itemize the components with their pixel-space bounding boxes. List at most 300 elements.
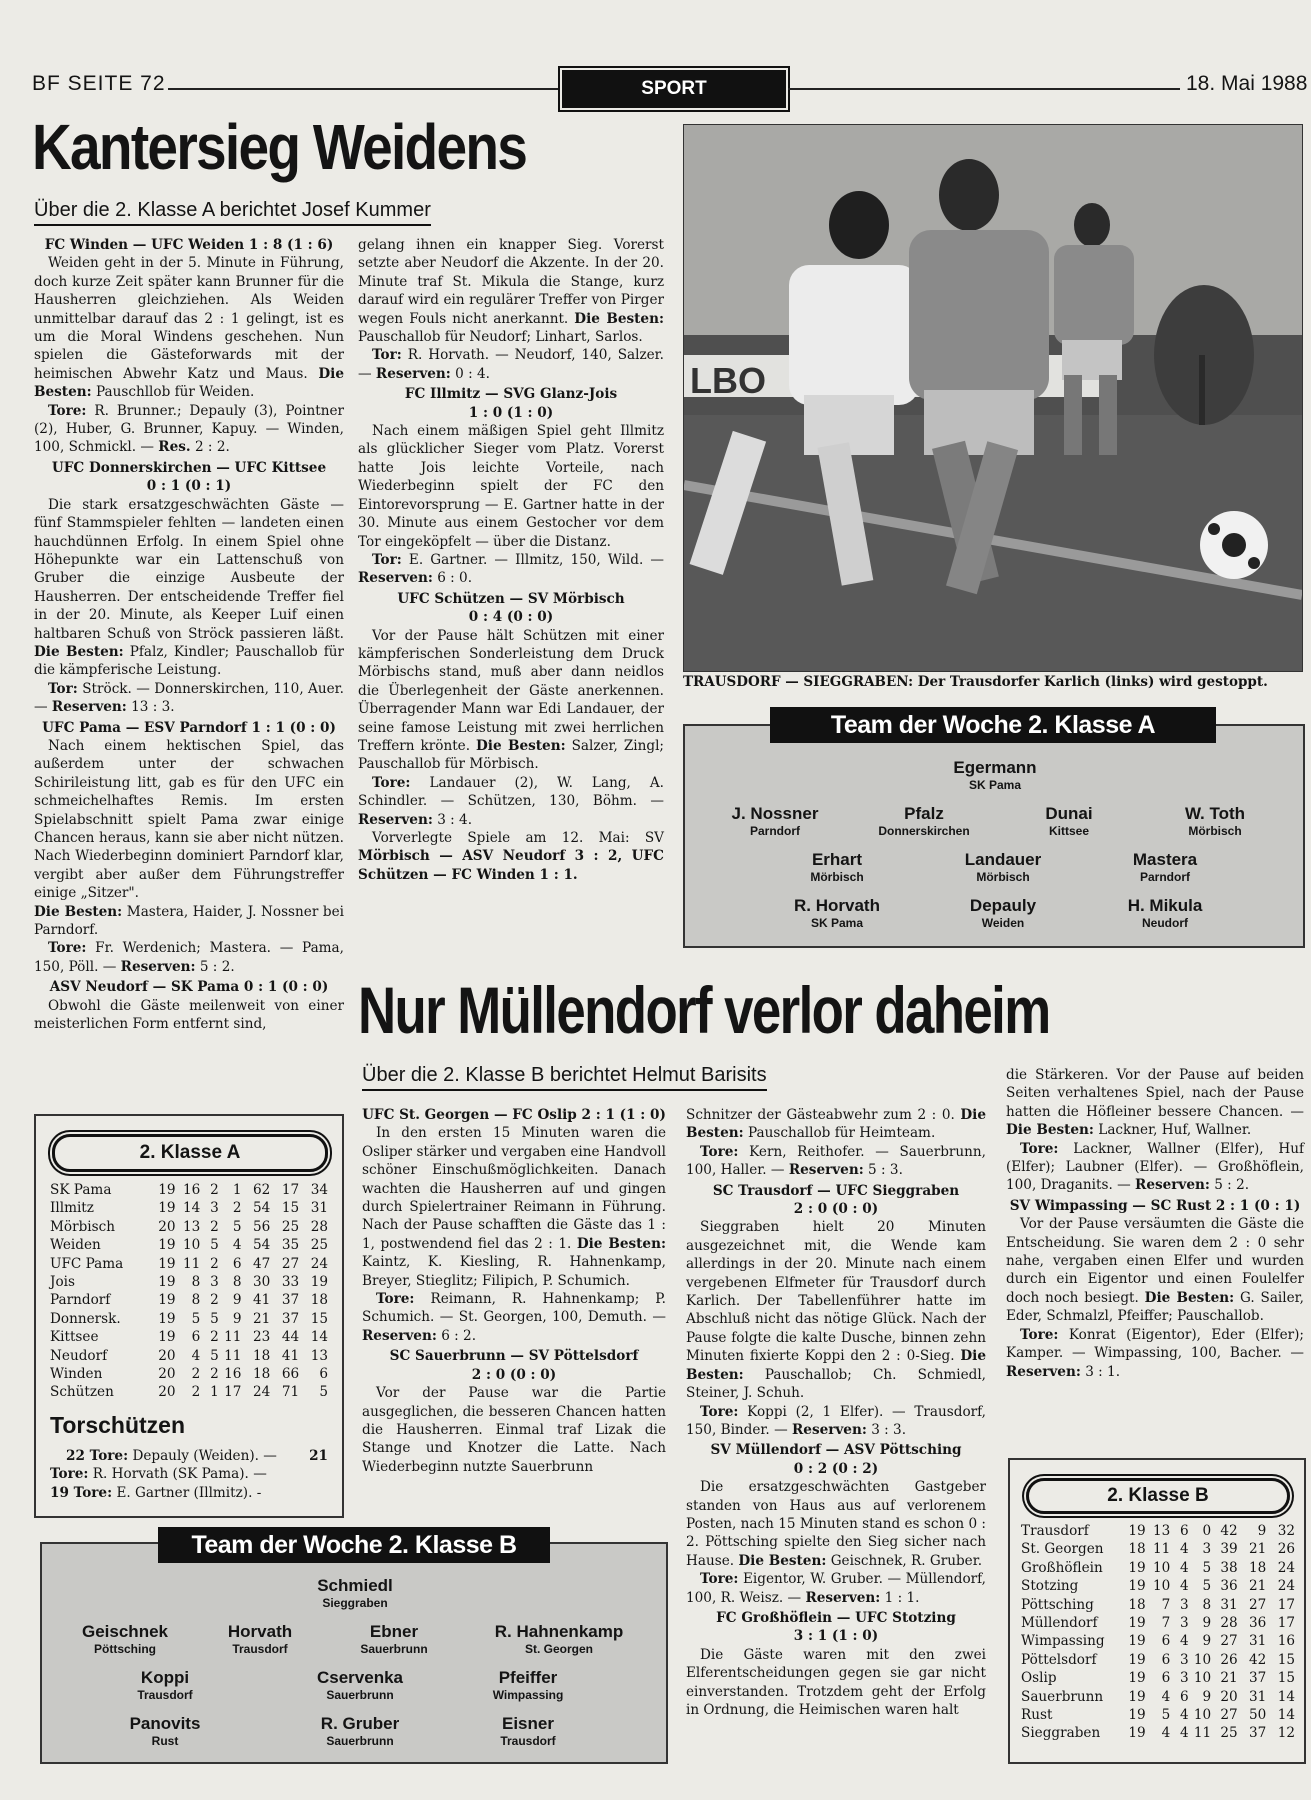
stat-cell: 9 — [1257, 1523, 1267, 1539]
stat-cell: 17 — [281, 1182, 300, 1198]
stat-cell: 19 — [158, 1274, 176, 1291]
match-heading: SC Sauerbrunn — SV Pöttelsdorf — [389, 1348, 639, 1365]
stat-cell: 20 — [1220, 1688, 1238, 1705]
stat-cell: 18 — [252, 1366, 271, 1383]
team-name-cell: Parndorf — [50, 1292, 111, 1309]
stat-cell: 6 — [319, 1366, 328, 1383]
stat-cell: 41 — [281, 1347, 300, 1364]
paragraph: Vorverlegte Spiele am 12. Mai: SV Mörbisch — ASV Neudorf 3 : 2, UFC Schützen — FC Winden 1 : 1. — [358, 830, 664, 883]
stat-cell: 4 — [232, 1237, 242, 1254]
stat-cell: 36 — [1249, 1615, 1267, 1632]
stat-cell: 14 — [1277, 1688, 1295, 1705]
stat-cell: 8 — [191, 1292, 201, 1309]
stat-cell: 5 — [319, 1384, 328, 1401]
table-row — [50, 1218, 328, 1236]
stat-cell: 11 — [1193, 1725, 1212, 1742]
paragraph: Tor: Ströck. — Donnerskirchen, 110, Auer. — Reserven: 13 : 3. — [34, 680, 344, 716]
team-b-player: Ebner Sauerbrunn — [360, 1622, 428, 1656]
photo-illustration — [684, 125, 1302, 671]
table-row — [50, 1199, 328, 1217]
stat-cell: 8 — [1202, 1596, 1212, 1613]
team-name-cell: Donnersk. — [50, 1310, 121, 1327]
stat-cell: 20 — [158, 1347, 176, 1364]
stat-cell: 24 — [252, 1384, 271, 1401]
paragraph: Vor der Pause war die Partie ausgeglichen, die besseren Chancen hatten die Hausherren. Einmal traf Lizak die Stange und Knotzer die Latte. Nach Wiederbeginn nutzte Sauerbrunn — [362, 1385, 666, 1475]
paragraph: Tore: Reimann, R. Hahnenkamp; P. Schumich. — St. Georgen, 100, Demuth. — Reserven: 6 : 2. — [362, 1291, 666, 1344]
standings-table-a — [50, 1181, 328, 1402]
scorer-line: 22 Tore: Depauly (Weiden). — 21 — [66, 1448, 328, 1464]
stat-cell: 66 — [281, 1366, 300, 1383]
stat-cell: 19 — [310, 1274, 328, 1291]
stat-cell: 15 — [281, 1200, 300, 1217]
team-a-title: Team der Woche 2. Klasse A — [770, 707, 1216, 743]
table-a-title: 2. Klasse A — [52, 1134, 328, 1172]
stat-cell: 17 — [224, 1384, 242, 1401]
paragraph: Tore: Landauer (2), W. Lang, A. Schindler. — Schützen, 130, Böhm. — Reserven: 3 : 4. — [358, 774, 664, 828]
match-heading: UFC Donnerskirchen — UFC Kittsee — [51, 459, 327, 476]
stat-cell: 17 — [1277, 1615, 1295, 1632]
table-row — [50, 1365, 328, 1383]
stat-cell: 37 — [281, 1310, 300, 1327]
paragraph: Vor der Pause hält Schützen mit einer kämpferischen Sonderleistung dem Druck Mörbischs stand, muß aber dann neidlos die Überlegenheit der Gäste anerkennen. Überragender Mann war Edi Landauer, der seine famose Leistung mit zwei herrlichen Treffern krönte. Die Besten: Salzer, Zingl; Pauschallob für Mörbisch. — [358, 627, 664, 773]
stat-cell: 2 — [210, 1182, 219, 1198]
article1-column-2 — [358, 236, 664, 884]
team-a-player: Erhart Mörbisch — [810, 850, 864, 884]
stat-cell: 50 — [1249, 1707, 1267, 1724]
stat-cell: 3 — [1179, 1651, 1189, 1668]
team-b-player: R. Gruber Sauerbrunn — [320, 1714, 400, 1748]
stat-cell: 20 — [158, 1384, 176, 1401]
stat-cell: 3 — [210, 1200, 219, 1217]
stat-cell: 23 — [252, 1329, 271, 1346]
stat-cell: 37 — [1249, 1670, 1267, 1687]
stat-cell: 26 — [1220, 1651, 1238, 1668]
stat-cell: 18 — [1128, 1541, 1146, 1558]
stat-cell: 2 — [191, 1384, 201, 1401]
stat-cell: 10 — [1193, 1651, 1212, 1668]
stat-cell: 35 — [281, 1237, 300, 1254]
stat-cell: 28 — [310, 1218, 328, 1235]
stat-cell: 19 — [158, 1200, 176, 1217]
stat-cell: 71 — [281, 1384, 300, 1401]
stat-cell: 17 — [1277, 1596, 1295, 1613]
paragraph: Sieggraben hielt 20 Minuten ausgezeichnet mit, die Wende kam allerdings in der 20. Minute nach einem vergebenen Elfmeter für Trausdorf durch Karlich. Der Tabellenführer hatte im Abschluß nicht das nötige Glück. Nach der Pause folgte die kalte Dusche, binnen zehn Minuten fixierte Koppi den 2 : 0-Sieg. Die Besten: Pauschallob; Ch. Schmiedl, Steiner, J. Schuh. — [686, 1219, 986, 1402]
stat-cell: 24 — [1277, 1578, 1295, 1595]
stat-cell: 4 — [1161, 1725, 1171, 1742]
team-name-cell: Großhöflein — [1021, 1559, 1103, 1576]
stat-cell: 9 — [232, 1292, 242, 1309]
stat-cell: 6 — [1161, 1651, 1171, 1668]
stat-cell: 6 — [1161, 1670, 1171, 1687]
stat-cell: 2 — [210, 1218, 219, 1235]
match-heading: SV Wimpassing — SC Rust 2 : 1 (0 : 1) — [1009, 1197, 1301, 1214]
stat-cell: 8 — [232, 1274, 242, 1291]
stat-cell: 4 — [191, 1347, 201, 1364]
stat-cell: 7 — [1161, 1615, 1171, 1632]
match-score: 3 : 1 (1 : 0) — [793, 1628, 879, 1645]
stat-cell: 13 — [310, 1347, 328, 1364]
paragraph: Tore: Konrat (Eigentor), Eder (Elfer); Kamper. — Wimpassing, 100, Bacher. — Reserven: 3 : 1. — [1006, 1326, 1304, 1380]
team-a-player: H. Mikula Neudorf — [1127, 896, 1203, 930]
stat-cell: 11 — [224, 1347, 242, 1364]
stat-cell: 6 — [1179, 1688, 1189, 1705]
team-name-cell: UFC Pama — [50, 1255, 124, 1272]
stat-cell: 11 — [182, 1255, 201, 1272]
team-name-cell: Neudorf — [50, 1347, 108, 1364]
stat-cell: 10 — [1152, 1559, 1171, 1576]
stat-cell: 37 — [1249, 1725, 1267, 1742]
stat-cell: 9 — [1202, 1615, 1212, 1632]
stat-cell: 20 — [158, 1218, 176, 1235]
table-row — [1021, 1724, 1295, 1742]
stat-cell: 42 — [1220, 1523, 1238, 1539]
table-row — [50, 1236, 328, 1254]
team-a-player: Egermann SK Pama — [953, 758, 1037, 792]
team-name-cell: Illmitz — [50, 1200, 94, 1217]
team-name-cell: Schützen — [50, 1384, 114, 1401]
stat-cell: 56 — [252, 1218, 271, 1235]
scorer-line: 19 Tore: E. Gartner (Illmitz). - — [50, 1484, 262, 1501]
match-heading: UFC Pama — ESV Parndorf 1 : 1 (0 : 0) — [42, 719, 336, 736]
team-name-cell: Pöttelsdorf — [1021, 1651, 1097, 1668]
standings-table-b — [1021, 1522, 1295, 1743]
stat-cell: 10 — [1193, 1670, 1212, 1687]
stat-cell: 27 — [1249, 1596, 1267, 1613]
stat-cell: 6 — [1179, 1523, 1189, 1539]
paragraph: Tor: E. Gartner. — Illmitz, 150, Wild. — Reserven: 6 : 0. — [358, 551, 664, 587]
team-b-player: Geischnek Pöttsching — [82, 1622, 168, 1656]
team-a-player: Mastera Parndorf — [1132, 850, 1198, 884]
stat-cell: 15 — [1277, 1651, 1295, 1668]
team-a-player: Landauer Mörbisch — [964, 850, 1042, 884]
stat-cell: 1 — [210, 1384, 219, 1401]
paragraph: Tore: Eigentor, W. Gruber. — Müllendorf, 100, R. Weisz. — Reserven: 1 : 1. — [686, 1571, 986, 1606]
table-row — [50, 1273, 328, 1291]
team-a-player: R. Horvath SK Pama — [794, 896, 880, 930]
stat-cell: 1 — [232, 1182, 242, 1198]
stat-cell: 27 — [1220, 1633, 1238, 1650]
issue-date: 18. Mai 1988 — [1186, 72, 1308, 95]
stat-cell: 31 — [1249, 1688, 1267, 1705]
match-heading: UFC Schützen — SV Mörbisch — [397, 590, 625, 607]
stat-cell: 10 — [182, 1237, 201, 1254]
match-score: 0 : 2 (0 : 2) — [793, 1460, 879, 1477]
stat-cell: 19 — [158, 1255, 176, 1272]
table-row — [1021, 1651, 1295, 1669]
team-a-player: W. Toth Mörbisch — [1184, 804, 1246, 838]
team-a-player: Pfalz Donnerskirchen — [878, 804, 970, 838]
stat-cell: 54 — [252, 1200, 271, 1217]
table-row — [1021, 1559, 1295, 1577]
team-name-cell: Sieggraben — [1021, 1725, 1101, 1742]
team-name-cell: Sauerbrunn — [1021, 1688, 1104, 1705]
stat-cell: 3 — [210, 1274, 219, 1291]
team-name-cell: Mörbisch — [50, 1218, 115, 1235]
stat-cell: 21 — [1249, 1541, 1267, 1558]
stat-cell: 36 — [1220, 1578, 1238, 1595]
team-a-player: Dunai Kittsee — [1045, 804, 1093, 838]
stat-cell: 8 — [191, 1274, 201, 1291]
stat-cell: 25 — [281, 1218, 300, 1235]
stat-cell: 16 — [182, 1182, 201, 1198]
stat-cell: 5 — [1202, 1559, 1212, 1576]
paragraph: Tore: R. Brunner.; Depauly (3), Pointner (2), Huber, G. Brunner, Kapuy. — Winden, 100, Schmickl. — Res. 2 : 2. — [34, 402, 344, 456]
team-name-cell: Rust — [1021, 1707, 1053, 1724]
header-rule-left — [168, 88, 560, 90]
header-rule-right — [788, 88, 1180, 90]
match-score: 0 : 4 (0 : 0) — [468, 609, 554, 626]
table-row — [50, 1181, 328, 1199]
paragraph: gelang ihnen ein knapper Sieg. Vorerst setzte aber Neudorf die Akzente. In der 20. Minute traf St. Mikula die Stange, kurz darauf wird ein regulärer Treffer von Pirger wegen Fouls nicht anerkannt. Die Besten: Pauschallob für Neudorf; Linhart, Sarlos. — [358, 237, 664, 346]
table-row — [50, 1347, 328, 1365]
stat-cell: 11 — [1152, 1541, 1171, 1558]
stat-cell: 3 — [1179, 1670, 1189, 1687]
team-b-player: R. Hahnenkamp St. Georgen — [494, 1622, 624, 1656]
stat-cell: 54 — [252, 1237, 271, 1254]
paragraph: Tore: Fr. Werdenich; Mastera. — Pama, 150, Pöll. — Reserven: 5 : 2. — [34, 940, 344, 975]
stat-cell: 14 — [310, 1329, 328, 1346]
team-name-cell: Wimpassing — [1021, 1633, 1105, 1650]
stat-cell: 13 — [182, 1218, 201, 1235]
article1-subhead: Über die 2. Klasse A berichtet Josef Kummer — [34, 199, 431, 226]
stat-cell: 4 — [1179, 1707, 1189, 1724]
paragraph: Nach einem mäßigen Spiel geht Illmitz als glücklicher Sieger vom Platz. Vorerst hatte Jois leichte Vorteile, nach Wiederbeginn spielt der FC den Eintorevorsprung — E. Gartner hatte in der 30. Minute aus einem Gestocher vor dem Tor eingeköpfelt — über die Distanz. — [358, 423, 664, 550]
scorers-list — [50, 1447, 328, 1502]
team-b-player: Panovits Rust — [129, 1714, 201, 1748]
team-b-player: Koppi Trausdorf — [137, 1668, 193, 1702]
article1-column-1 — [34, 236, 344, 1033]
article2-column-1 — [362, 1106, 666, 1476]
stat-cell: 32 — [1277, 1523, 1295, 1539]
paragraph: die Stärkeren. Vor der Pause auf beiden Seiten verhaltenes Spiel, nach der Pause hatten die Höfleiner bessere Chancen. — Die Besten: Lackner, Huf, Wallner. — [1006, 1067, 1304, 1139]
stat-cell: 19 — [1128, 1523, 1146, 1539]
stat-cell: 30 — [252, 1274, 271, 1291]
team-name-cell: Pöttsching — [1021, 1596, 1094, 1613]
stat-cell: 5 — [232, 1218, 242, 1235]
paragraph: Tor: R. Horvath. — Neudorf, 140, Salzer. — Reserven: 0 : 4. — [358, 347, 665, 382]
scorer-line: Tore: R. Horvath (SK Pama). — — [50, 1466, 267, 1483]
stat-cell: 27 — [1220, 1707, 1238, 1724]
stat-cell: 5 — [210, 1310, 219, 1327]
paragraph: Die stark ersatzgeschwächten Gäste — fünf Stammspieler fehlten — landeten einen hauchdünnen Erfolg. In einem Spiel ohne Höhepunkte war ein Lattenschuß von Gruber die einzige Ausbeute der Hausherren. Der entscheidende Treffer fiel in der 20. Minute, als Keeper Luif einen haltbaren Schuß von Ströck passieren läßt. Die Besten: Pfalz, Kindler; Pauschallob für die kämpferische Leistung. — [34, 496, 344, 679]
stat-cell: 4 — [1179, 1559, 1189, 1576]
match-score: 1 : 0 (1 : 0) — [468, 404, 554, 421]
stat-cell: 5 — [191, 1310, 201, 1327]
stat-cell: 19 — [1128, 1688, 1146, 1705]
stat-cell: 19 — [158, 1310, 176, 1327]
stat-cell: 19 — [1128, 1615, 1146, 1632]
team-b-player: Pfeiffer Wimpassing — [492, 1668, 564, 1702]
stat-cell: 4 — [1179, 1725, 1189, 1742]
stat-cell: 19 — [1128, 1725, 1146, 1742]
stat-cell: 14 — [182, 1200, 201, 1217]
article2-column-3 — [1006, 1066, 1304, 1381]
match-heading: FC Winden — UFC Weiden 1 : 8 (1 : 6) — [44, 237, 334, 253]
team-b-player: Cservenka Sauerbrunn — [316, 1668, 404, 1702]
match-heading: FC Großhöflein — UFC Stotzing — [716, 1609, 956, 1626]
scorers-title: Torschützen — [50, 1412, 186, 1438]
stat-cell: 11 — [224, 1329, 242, 1346]
stat-cell: 5 — [210, 1347, 219, 1364]
stat-cell: 4 — [1179, 1541, 1189, 1558]
table-row — [1021, 1632, 1295, 1650]
stat-cell: 3 — [1179, 1615, 1189, 1632]
stat-cell: 2 — [232, 1200, 242, 1217]
stat-cell: 31 — [1249, 1633, 1267, 1650]
table-row — [1021, 1522, 1295, 1540]
stat-cell: 2 — [191, 1366, 201, 1383]
stat-cell: 39 — [1220, 1541, 1238, 1558]
stat-cell: 31 — [310, 1200, 328, 1217]
stat-cell: 18 — [252, 1347, 271, 1364]
article2-column-2 — [686, 1106, 986, 1719]
stat-cell: 5 — [1161, 1707, 1171, 1724]
paragraph: Tore: Kern, Reithofer. — Sauerbrunn, 100, Haller. — Reserven: 5 : 3. — [686, 1143, 986, 1179]
stat-cell: 21 — [252, 1310, 271, 1327]
article2-subhead: Über die 2. Klasse B berichtet Helmut Barisits — [362, 1064, 767, 1091]
stat-cell: 0 — [1202, 1523, 1212, 1539]
team-b-player: Schmiedl Sieggraben — [317, 1576, 393, 1610]
stat-cell: 42 — [1249, 1651, 1267, 1668]
table-row — [1021, 1669, 1295, 1687]
match-photo — [683, 124, 1303, 672]
paragraph: Schnitzer der Gästeabwehr zum 2 : 0. Die Besten: Pauschallob für Heimteam. — [686, 1107, 986, 1142]
stat-cell: 7 — [1161, 1596, 1171, 1613]
team-name-cell: Weiden — [50, 1237, 101, 1254]
stat-cell: 6 — [191, 1329, 201, 1346]
stat-cell: 3 — [1179, 1596, 1189, 1613]
article1-headline: Kantersieg Weidens — [32, 111, 527, 183]
stat-cell: 28 — [1220, 1615, 1238, 1632]
team-name-cell: Oslip — [1021, 1670, 1057, 1687]
match-score: 2 : 0 (0 : 0) — [793, 1201, 879, 1218]
stat-cell: 9 — [232, 1310, 242, 1327]
table-row — [50, 1383, 328, 1401]
table-row — [50, 1328, 328, 1346]
table-row — [1021, 1688, 1295, 1706]
stat-cell: 27 — [281, 1255, 300, 1272]
team-name-cell: SK Pama — [50, 1182, 112, 1198]
stat-cell: 41 — [252, 1292, 271, 1309]
stat-cell: 19 — [158, 1237, 176, 1254]
stat-cell: 15 — [1277, 1670, 1295, 1687]
article2-headline: Nur Müllendorf verlor daheim — [358, 973, 1050, 1047]
match-heading: SV Müllendorf — ASV Pöttsching — [710, 1442, 962, 1459]
stat-cell: 18 — [1249, 1559, 1267, 1576]
team-name-cell: St. Georgen — [1021, 1541, 1104, 1558]
stat-cell: 2 — [210, 1255, 219, 1272]
stat-cell: 19 — [1128, 1633, 1146, 1650]
paragraph: Tore: Lackner, Wallner (Elfer), Huf (Elfer); Laubner (Elfer). — Großhöflein, 100, Draganits. — Reserven: 5 : 2. — [1006, 1140, 1305, 1194]
photo-banner-text: LBO — [690, 360, 766, 401]
table-row — [1021, 1540, 1295, 1558]
paragraph: Die Gäste waren mit den zwei Elferentscheidungen gegen sie gar nicht einverstanden. Trotzdem geht der Erfolg in Ordnung, die Heimischen waren halt — [686, 1646, 986, 1718]
stat-cell: 6 — [232, 1255, 242, 1272]
stat-cell: 9 — [1202, 1633, 1212, 1650]
match-heading: ASV Neudorf — SK Pama 0 : 1 (0 : 0) — [49, 979, 329, 996]
stat-cell: 44 — [281, 1329, 300, 1346]
stat-cell: 14 — [1277, 1707, 1295, 1724]
match-score: 0 : 1 (0 : 1) — [146, 478, 232, 495]
table-row — [50, 1310, 328, 1328]
stat-cell: 25 — [310, 1237, 328, 1254]
team-name-cell: Müllendorf — [1021, 1615, 1098, 1632]
team-name-cell: Kittsee — [50, 1329, 99, 1346]
paragraph: Obwohl die Gäste meilenweit von einer meisterlichen Form entfernt sind, — [34, 997, 344, 1033]
match-score: 2 : 0 (0 : 0) — [471, 1366, 557, 1383]
stat-cell: 19 — [1128, 1559, 1146, 1576]
stat-cell: 24 — [310, 1255, 328, 1272]
match-heading: SC Trausdorf — UFC Sieggraben — [712, 1182, 960, 1199]
stat-cell: 38 — [1220, 1559, 1238, 1576]
stat-cell: 4 — [1179, 1578, 1189, 1595]
paragraph: Die ersatzgeschwächten Gastgeber standen von Haus aus auf verlorenem Posten, nach 15 Minuten stand es schon 0 : 2. Pöttsching spielte den Sieg sicher nach Hause. Die Besten: Geischnek, R. Gruber. — [686, 1479, 987, 1569]
stat-cell: 2 — [210, 1366, 219, 1383]
stat-cell: 33 — [281, 1274, 300, 1291]
stat-cell: 31 — [1220, 1596, 1238, 1613]
page-number: BF SEITE 72 — [32, 72, 166, 95]
table-b-title: 2. Klasse B — [1026, 1478, 1290, 1514]
team-name-cell: Winden — [50, 1366, 103, 1383]
stat-cell: 2 — [210, 1292, 219, 1309]
stat-cell: 5 — [1202, 1578, 1212, 1595]
paragraph: Nach einem hektischen Spiel, das außerdem unter der schwachen Schirileistung litt, gab es für den UFC ein schmeichelhaftes Remis. Im ersten Spielabschnitt spielt Pama zwar einige Chancen heraus, kann sie aber nicht nützen. Nach Wiederbeginn dominiert Parndorf klar, vergibt aber außer dem Führungstreffer einige „Sitzer". — [34, 737, 344, 902]
team-b-player: Eisner Trausdorf — [500, 1714, 556, 1748]
stat-cell: 21 — [1220, 1670, 1238, 1687]
stat-cell: 25 — [1220, 1725, 1238, 1742]
paragraph: Tore: Koppi (2, 1 Elfer). — Trausdorf, 150, Binder. — Reserven: 3 : 3. — [686, 1403, 986, 1438]
stat-cell: 19 — [158, 1292, 176, 1309]
paragraph: In den ersten 15 Minuten waren die Osliper stärker und vergaben eine Handvoll schöner Einschußmöglichkeiten. Danach wachten die Hausherren auf und gingen durch Spielertrainer Reimann in Führung. Nach der Pause schafften die Gäste das 1 : 1, postwendend fiel das 2 : 1. Die Besten: Kaintz, K. Kiesling, R. Hahnenkamp, Breyer, Stieglitz; Filipich, P. Schumich. — [362, 1125, 666, 1289]
paragraph: Vor der Pause versäumten die Gäste die Entscheidung. Sie waren dem 2 : 0 sehr nahe, vergaben einen Elfer und wurden durch ein Eigentor und einen Foulelfer doch noch besiegt. Die Besten: G. Sailer, Eder, Schmalzl, Pfeiffer; Pauschallob. — [1006, 1216, 1304, 1325]
team-a-player: J. Nossner Parndorf — [731, 804, 819, 838]
team-b-title: Team der Woche 2. Klasse B — [158, 1527, 550, 1563]
team-name-cell: Trausdorf — [1021, 1523, 1089, 1539]
stat-cell: 26 — [1277, 1541, 1295, 1558]
table-row — [1021, 1614, 1295, 1632]
stat-cell: 10 — [1152, 1578, 1171, 1595]
stat-cell: 19 — [158, 1182, 176, 1198]
stat-cell: 19 — [1128, 1651, 1146, 1668]
stat-cell: 19 — [158, 1329, 176, 1346]
match-heading: UFC St. Georgen — FC Oslip 2 : 1 (1 : 0) — [362, 1107, 666, 1123]
stat-cell: 37 — [281, 1292, 300, 1309]
stat-cell: 9 — [1202, 1688, 1212, 1705]
stat-cell: 21 — [1249, 1578, 1267, 1595]
table-row — [50, 1291, 328, 1309]
stat-cell: 18 — [1128, 1596, 1146, 1613]
stat-cell: 18 — [310, 1292, 328, 1309]
stat-cell: 12 — [1277, 1725, 1295, 1742]
section-label: SPORT — [562, 70, 786, 108]
stat-cell: 47 — [252, 1255, 271, 1272]
table-row — [1021, 1596, 1295, 1614]
stat-cell: 15 — [310, 1310, 328, 1327]
team-a-player: Depauly Weiden — [969, 896, 1037, 930]
stat-cell: 16 — [224, 1366, 242, 1383]
stat-cell: 2 — [210, 1329, 219, 1346]
table-row — [1021, 1577, 1295, 1595]
stat-cell: 6 — [1161, 1633, 1171, 1650]
paragraph: Weiden geht in der 5. Minute in Führung, doch kurze Zeit später kann Brunner für die Hausherren gleichziehen. Als Weiden unmittelbar darauf das 2 : 1 gelingt, ist es um die Moral Windens geschehen. Nun spielen die Gästeforwards mit der heimischen Abwehr Katz und Maus. Die Besten: Pauschllob für Weiden. — [34, 255, 344, 401]
stat-cell: 16 — [1277, 1633, 1295, 1650]
stat-cell: 19 — [1128, 1670, 1146, 1687]
team-b-player: Horvath Trausdorf — [227, 1622, 293, 1656]
stat-cell: 19 — [1128, 1578, 1146, 1595]
stat-cell: 20 — [158, 1366, 176, 1383]
stat-cell: 19 — [1128, 1707, 1146, 1724]
stat-cell: 13 — [1152, 1523, 1171, 1539]
